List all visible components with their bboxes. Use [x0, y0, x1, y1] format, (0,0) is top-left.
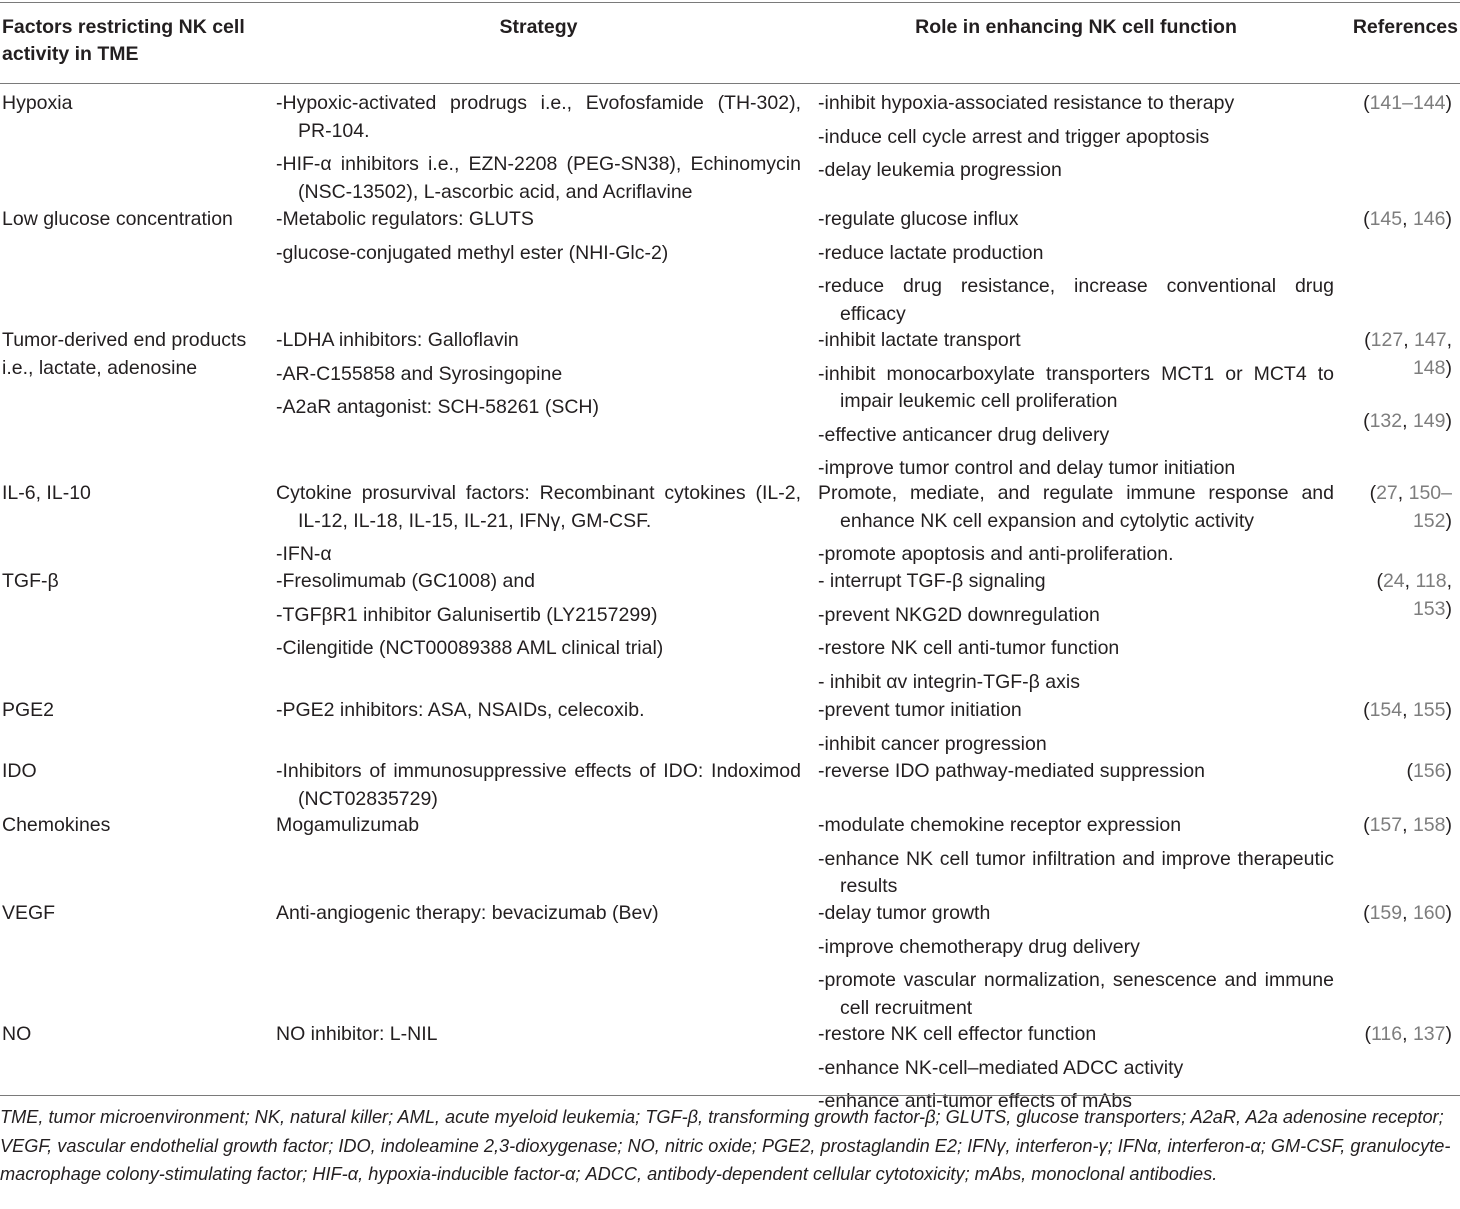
factor-text: Tumor-derived end products i.e., lactate, adenosine — [2, 329, 247, 379]
citation-punctuation: , — [1404, 570, 1416, 592]
reference-citation — [1346, 1021, 1452, 1049]
citation-number: 127 — [1370, 329, 1404, 351]
role-cell — [818, 90, 1334, 185]
factor-cell — [2, 697, 264, 725]
citation-punctuation: , — [1403, 329, 1415, 351]
role-item: -inhibit monocarboxylate transporters MCT1 or MCT4 to impair leukemic cell proliferation — [818, 362, 1334, 412]
role-item: -promote apoptosis and anti-proliferation. — [818, 543, 1174, 565]
role-item: -effective anticancer drug delivery — [818, 423, 1110, 446]
citation-punctuation: , — [1402, 699, 1413, 721]
header-role: Role in enhancing NK cell function — [915, 16, 1237, 38]
reference-citation — [1346, 206, 1452, 234]
strategy-item: -Cilengitide (NCT00089388 AML clinical trial) — [276, 637, 664, 659]
role-item: -restore NK cell effector function — [818, 1023, 1097, 1045]
role-cell — [818, 1021, 1334, 1116]
citation-punctuation: ( — [1369, 482, 1377, 504]
reference-citation — [1346, 812, 1452, 840]
strategy-cell — [276, 90, 801, 206]
citation-number: 27 — [1376, 482, 1398, 504]
strategy-item: -TGFβR1 inhibitor Galunisertib (LY2157299) — [276, 603, 658, 626]
reference-citation — [1346, 568, 1452, 623]
citation-punctuation: ) — [1445, 814, 1452, 836]
citation-punctuation: ) — [1445, 760, 1452, 782]
role-item: -inhibit cancer progression — [818, 732, 1047, 755]
strategy-item: -A2aR antagonist: SCH-58261 (SCH) — [276, 396, 599, 418]
role-item: -inhibit hypoxia-associated resistance to therapy — [818, 92, 1235, 114]
citation-number: 160 — [1412, 902, 1446, 924]
strategy-item: Anti-angiogenic therapy: bevacizumab (Bev) — [276, 902, 659, 924]
factor-cell — [2, 1021, 264, 1049]
citation-punctuation: ) — [1445, 902, 1452, 924]
role-cell — [818, 480, 1334, 569]
table-header — [0, 4, 1460, 84]
role-cell — [818, 758, 1334, 786]
role-item: Promote, mediate, and regulate immune response and enhance NK cell expansion and cytolytic activity — [818, 482, 1334, 532]
role-item: -enhance NK cell tumor infiltration and improve therapeutic results — [818, 847, 1334, 897]
citation-punctuation: ( — [1363, 92, 1370, 114]
strategy-cell — [276, 900, 801, 928]
role-item: - inhibit αv integrin-TGF-β axis — [818, 670, 1080, 693]
citation-number: 24 — [1382, 570, 1405, 592]
citation-number: 116 — [1371, 1023, 1403, 1045]
strategy-cell — [276, 480, 801, 569]
factor-cell — [2, 327, 264, 382]
factor-text: Chemokines — [2, 814, 111, 836]
citation-punctuation: ( — [1363, 410, 1370, 432]
references-cell — [1346, 206, 1452, 234]
citation-punctuation: ( — [1363, 902, 1370, 924]
references-cell — [1346, 900, 1452, 928]
strategy-item: Cytokine prosurvival factors: Recombinant cytokines (IL-2, IL-12, IL-18, IL-15, IL-21, IFNγ, GM-CSF. — [276, 482, 801, 532]
factor-cell — [2, 568, 264, 596]
references-cell — [1346, 1021, 1452, 1049]
reference-citation — [1346, 408, 1452, 436]
bottom-rule — [0, 1095, 1460, 1096]
header-factors: Factors restricting NK cell activity in TME — [2, 16, 245, 65]
citation-number: 159 — [1369, 902, 1403, 924]
strategy-item: -Fresolimumab (GC1008) and — [276, 570, 536, 592]
factor-text: PGE2 — [2, 699, 55, 721]
strategy-item: -HIF-α inhibitors i.e., EZN-2208 (PEG-SN38), Echinomycin (NSC-13502), L-ascorbic acid, and Acriflavine — [276, 153, 801, 203]
header-rule — [0, 83, 1460, 84]
reference-citation — [1346, 900, 1452, 928]
strategy-item: NO inhibitor: L-NIL — [276, 1023, 438, 1045]
factor-text: VEGF — [2, 902, 56, 924]
citation-number: 147 — [1414, 329, 1447, 351]
factor-cell — [2, 90, 264, 118]
citation-number: 141–144 — [1369, 92, 1446, 114]
references-cell — [1346, 697, 1452, 725]
citation-punctuation: ( — [1363, 814, 1370, 836]
role-item: -modulate chemokine receptor expression — [818, 814, 1182, 836]
citation-number: 132 — [1369, 410, 1403, 432]
strategy-item: -Inhibitors of immunosuppressive effects of IDO: Indoximod (NCT02835729) — [276, 760, 801, 810]
citation-number: 157 — [1369, 814, 1403, 836]
references-cell — [1346, 812, 1452, 840]
citation-punctuation: ) — [1445, 356, 1452, 379]
reference-citation — [1346, 697, 1452, 725]
citation-number: 148 — [1412, 356, 1446, 379]
role-cell — [818, 327, 1334, 483]
citation-punctuation: ( — [1364, 1023, 1372, 1045]
citation-number: 145 — [1369, 208, 1403, 230]
role-cell — [818, 206, 1334, 328]
role-item: - interrupt TGF-β signaling — [818, 570, 1046, 592]
header-strategy: Strategy — [499, 16, 578, 38]
role-item: -enhance NK-cell–mediated ADCC activity — [818, 1056, 1184, 1079]
references-cell — [1346, 90, 1452, 118]
strategy-item: -PGE2 inhibitors: ASA, NSAIDs, celecoxib. — [276, 699, 645, 721]
factor-cell — [2, 480, 264, 508]
citation-punctuation: ) — [1445, 699, 1452, 721]
factor-cell — [2, 900, 264, 928]
strategy-cell — [276, 206, 801, 267]
role-item: -prevent tumor initiation — [818, 699, 1022, 721]
factor-cell — [2, 758, 264, 786]
role-item: -inhibit lactate transport — [818, 329, 1021, 351]
citation-number: 149 — [1412, 410, 1446, 432]
strategy-item: -Metabolic regulators: GLUTS — [276, 208, 534, 230]
reference-citation — [1346, 90, 1452, 118]
citation-punctuation: ) — [1445, 92, 1452, 114]
citation-punctuation: , — [1397, 482, 1409, 504]
citation-number: 156 — [1412, 760, 1446, 782]
role-item: -delay leukemia progression — [818, 159, 1062, 181]
citation-punctuation: ( — [1363, 699, 1370, 721]
role-item: -regulate glucose influx — [818, 208, 1019, 230]
citation-punctuation: ) — [1445, 509, 1452, 532]
reference-citation — [1346, 327, 1452, 382]
role-item: -improve chemotherapy drug delivery — [818, 935, 1140, 958]
references-cell — [1346, 480, 1452, 535]
citation-punctuation: ( — [1406, 760, 1413, 782]
role-item: -reverse IDO pathway-mediated suppression — [818, 760, 1205, 782]
role-cell — [818, 812, 1334, 901]
role-cell — [818, 900, 1334, 1022]
citation-punctuation: ) — [1445, 208, 1452, 230]
citation-punctuation: ( — [1363, 208, 1370, 230]
citation-punctuation: , — [1402, 410, 1413, 432]
role-item: -reduce lactate production — [818, 241, 1044, 264]
references-cell — [1346, 327, 1452, 436]
strategy-item: -LDHA inhibitors: Galloflavin — [276, 329, 519, 351]
role-cell — [818, 568, 1334, 696]
strategy-cell — [276, 758, 801, 813]
strategy-item: -AR-C155858 and Syrosingopine — [276, 362, 563, 385]
citation-punctuation: , — [1446, 570, 1452, 592]
factor-text: IL-6, IL-10 — [2, 482, 91, 504]
strategy-item: -Hypoxic-activated prodrugs i.e., Evofosfamide (TH-302), PR-104. — [276, 92, 801, 142]
role-item: -enhance anti-tumor effects of mAbs — [818, 1090, 1132, 1112]
citation-punctuation: ) — [1445, 1023, 1452, 1045]
citation-number: 153 — [1412, 597, 1446, 620]
role-item: -reduce drug resistance, increase conventional drug efficacy — [818, 275, 1334, 325]
role-item: -restore NK cell anti-tumor function — [818, 637, 1120, 659]
citation-punctuation: ( — [1364, 329, 1371, 351]
reference-citation — [1346, 480, 1452, 535]
references-cell — [1346, 568, 1452, 623]
role-item: -induce cell cycle arrest and trigger apoptosis — [818, 125, 1210, 148]
citation-punctuation: , — [1402, 1023, 1413, 1045]
role-cell — [818, 697, 1334, 758]
factor-text: Hypoxia — [2, 92, 73, 114]
factor-text: TGF-β — [2, 570, 59, 592]
factor-text: NO — [2, 1023, 32, 1045]
citation-number: 154 — [1369, 699, 1403, 721]
strategy-cell — [276, 568, 801, 663]
citation-number: 146 — [1412, 208, 1446, 230]
reference-citation — [1346, 758, 1452, 786]
role-item: -improve tumor control and delay tumor initiation — [818, 457, 1236, 479]
factor-cell — [2, 206, 264, 234]
citation-number: 150–152 — [1408, 482, 1452, 532]
citation-punctuation: , — [1402, 814, 1413, 836]
factor-text: Low glucose concentration — [2, 208, 233, 230]
citation-punctuation: , — [1402, 208, 1413, 230]
factor-text: IDO — [2, 760, 37, 782]
references-cell — [1346, 758, 1452, 786]
header-references: References — [1352, 16, 1458, 38]
role-item: -delay tumor growth — [818, 902, 991, 924]
strategy-item: -IFN-α — [276, 543, 332, 565]
citation-punctuation: ( — [1376, 570, 1383, 592]
factor-cell — [2, 812, 264, 840]
citation-number: 158 — [1412, 814, 1446, 836]
citation-punctuation: , — [1446, 329, 1452, 351]
strategy-item: Mogamulizumab — [276, 814, 420, 836]
strategy-cell — [276, 697, 801, 725]
strategy-cell — [276, 1021, 801, 1049]
top-rule — [0, 2, 1460, 3]
citation-punctuation: , — [1402, 902, 1413, 924]
table-footnote: TME, tumor microenvironment; NK, natural killer; AML, acute myeloid leukemia; TGF-β, transforming growth factor-β; GLUTS, glucose transporters; A2aR, A2a adenosine receptor; VEGF, vascular endothelial growth factor; IDO, indoleamine 2,3-dioxygenase; NO, nitric oxide; PGE2, prostaglandin E2; IFNγ, interferon-γ; IFNα, interferon-α; GM-CSF, granulocyte-macrophage colony-stimulating factor; HIF-α, hypoxia-inducible factor-α; ADCC, antibody-dependent cellular cytotoxicity; mAbs, monoclonal antibodies. — [0, 1107, 1451, 1184]
role-item: -promote vascular normalization, senescence and immune cell recruitment — [818, 969, 1334, 1019]
strategy-cell — [276, 327, 801, 422]
citation-number: 118 — [1415, 570, 1447, 592]
role-item: -prevent NKG2D downregulation — [818, 603, 1100, 626]
citation-number: 155 — [1412, 699, 1446, 721]
citation-number: 137 — [1412, 1023, 1446, 1045]
citation-punctuation: ) — [1445, 410, 1452, 432]
citation-punctuation: ) — [1445, 597, 1452, 620]
strategy-cell — [276, 812, 801, 840]
strategy-item: -glucose-conjugated methyl ester (NHI-Glc-2) — [276, 241, 669, 264]
